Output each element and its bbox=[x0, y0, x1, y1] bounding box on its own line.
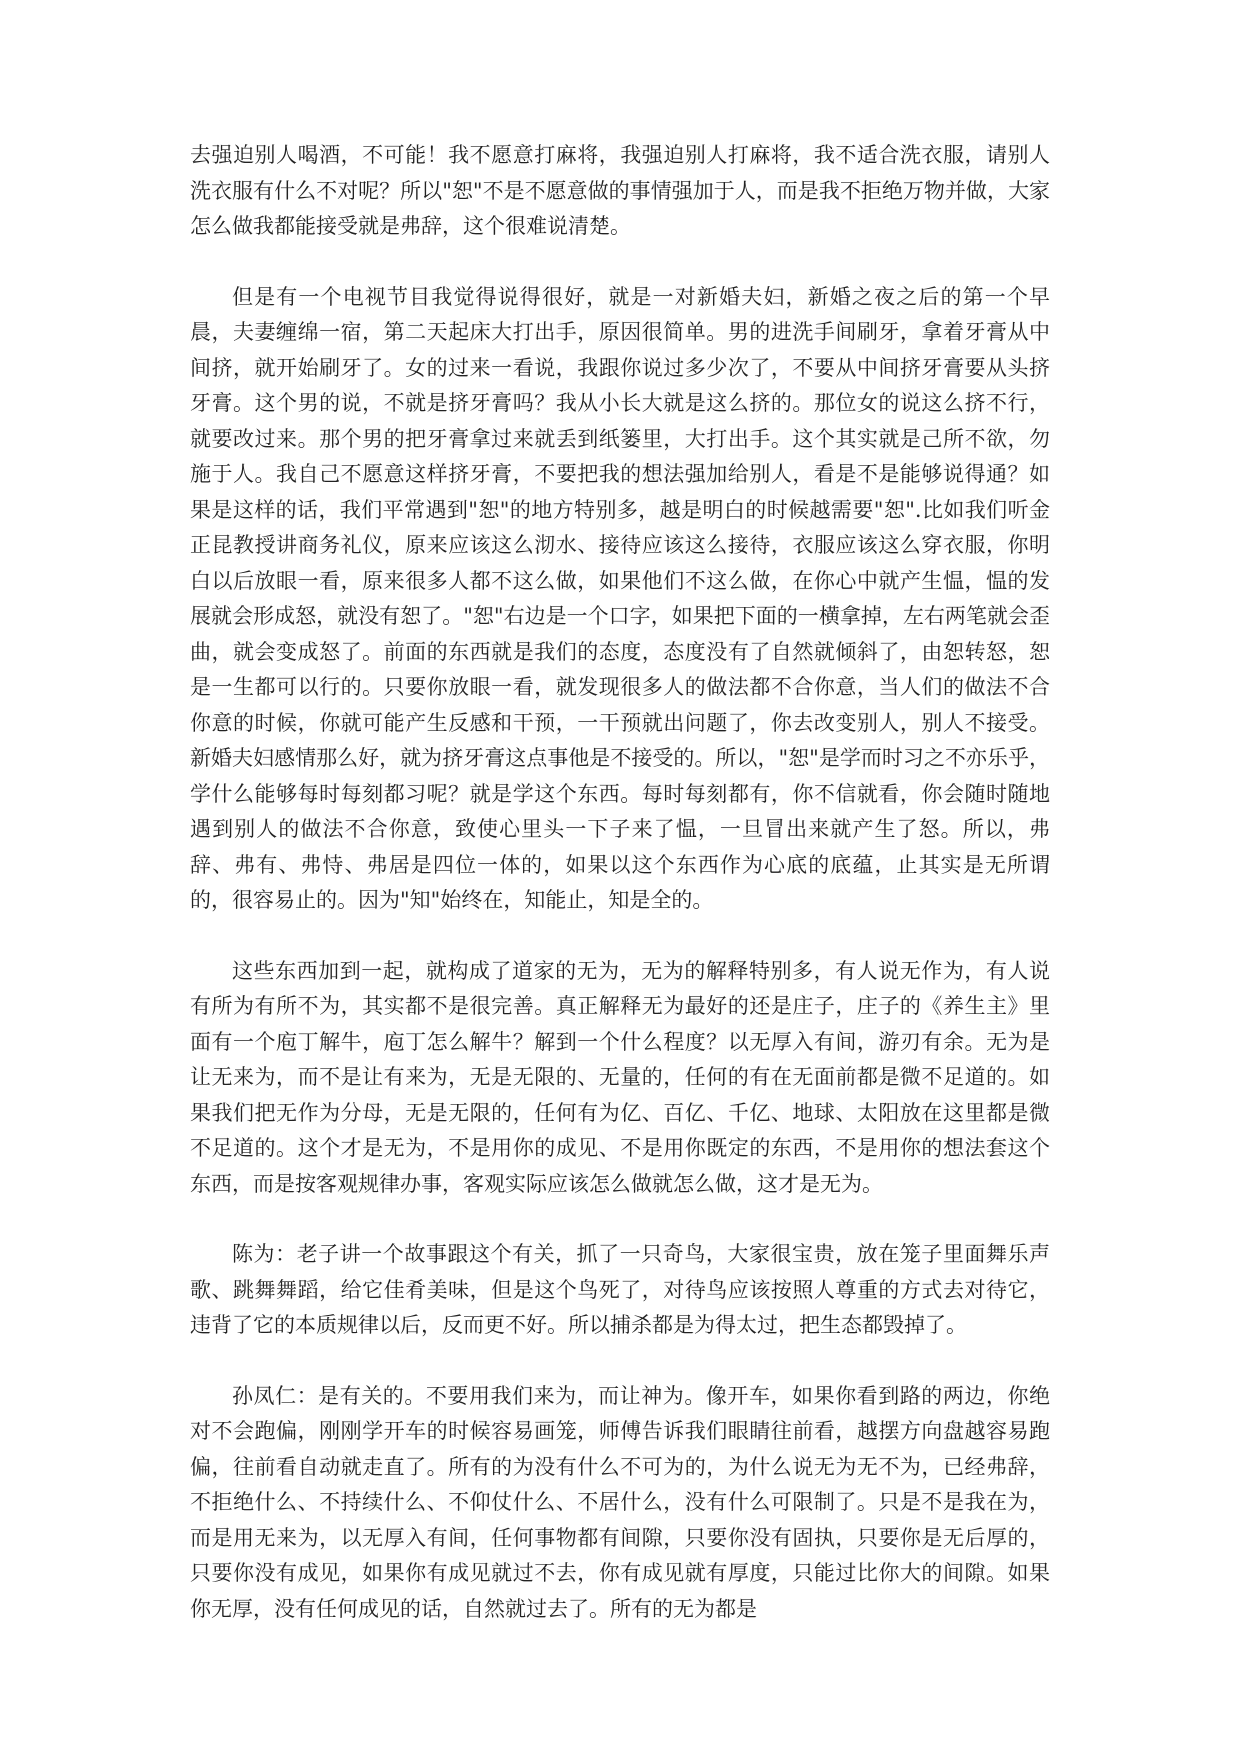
paragraph-4: 陈为：老子讲一个故事跟这个有关，抓了一只奇鸟，大家很宝贵，放在笼子里面舞乐声歌、跳舞舞蹈，给它佳肴美味，但是这个鸟死了，对待鸟应该按照人尊重的方式去对待它，违背了它的本质规律以后，反而更不好。所以捕杀都是为得太过，把生态都毁掉了。 bbox=[190, 1242, 1050, 1337]
paragraph-1: 去强迫别人喝酒，不可能！我不愿意打麻将，我强迫别人打麻将，我不适合洗衣服，请别人洗衣服有什么不对呢？所以"恕"不是不愿意做的事情强加于人，而是我不拒绝万物并做，大家怎么做我都能接受就是弗辞，这个很难说清楚。 bbox=[190, 143, 1050, 238]
paragraph-3: 这些东西加到一起，就构成了道家的无为，无为的解释特别多，有人说无作为，有人说有所为有所不为，其实都不是很完善。真正解释无为最好的还是庄子，庄子的《养生主》里面有一个庖丁解牛，庖丁怎么解牛？解到一个什么程度？以无厚入有间，游刃有余。无为是让无来为，而不是让有来为，无是无限的、无量的，任何的有在无面前都是微不足道的。如果我们把无作为分母，无是无限的，任何有为亿、百亿、千亿、地球、太阳放在这里都是微不足道的。这个才是无为，不是用你的成见、不是用你既定的东西，不是用你的想法套这个东西，而是按客观规律办事，客观实际应该怎么做就怎么做，这才是无为。 bbox=[190, 958, 1050, 1196]
document-page bbox=[190, 138, 1050, 1662]
paragraph-2: 但是有一个电视节目我觉得说得很好，就是一对新婚夫妇，新婚之夜之后的第一个早晨，夫妻缠绵一宿，第二天起床大打出手，原因很简单。男的进洗手间刷牙，拿着牙膏从中间挤，就开始刷牙了。女的过来一看说，我跟你说过多少次了，不要从中间挤牙膏要从头挤牙膏。这个男的说，不就是挤牙膏吗？我从小长大就是这么挤的。那位女的说这么挤不行，就要改过来。那个男的把牙膏拿过来就丢到纸篓里，大打出手。这个其实就是己所不欲，勿施于人。我自己不愿意这样挤牙膏，不要把我的想法强加给别人，看是不是能够说得通？如果是这样的话，我们平常遇到"恕"的地方特别多，越是明白的时候越需要"恕".比如我们听金正昆教授讲商务礼仪，原来应该这么沏水、接待应该这么接待，衣服应该这么穿衣服，你明白以后放眼一看，原来很多人都不这么做，如果他们不这么做，在你心中就产生愠，愠的发展就会形成怒，就没有恕了。"恕"右边是一个口字，如果把下面的一横拿掉，左右两笔就会歪曲，就会变成怒了。前面的东西就是我们的态度，态度没有了自然就倾斜了，由恕转怒，恕是一生都可以行的。只要你放眼一看，就发现很多人的做法都不合你意，当人们的做法不合你意的时候，你就可能产生反感和干预，一干预就出问题了，你去改变别人，别人不接受。新婚夫妇感情那么好，就为挤牙膏这点事他是不接受的。所以，"恕"是学而时习之不亦乐乎，学什么能够每时每刻都习呢？就是学这个东西。每时每刻都有，你不信就看，你会随时随地遇到别人的做法不合你意，致使心里头一下子来了愠，一旦冒出来就产生了怒。所以，弗辞、弗有、弗恃、弗居是四位一体的，如果以这个东西作为心底的底蕴，止其实是无所谓的，很容易止的。因为"知"始终在，知能止，知是全的。 bbox=[190, 284, 1050, 912]
paragraph-5: 孙凤仁：是有关的。不要用我们来为，而让神为。像开车，如果你看到路的两边，你绝对不会跑偏，刚刚学开车的时候容易画笼，师傅告诉我们眼睛往前看，越摆方向盘越容易跑偏，往前看自动就走直了。所有的为没有什么不可为的，为什么说无为无不为，已经弗辞，不拒绝什么、不持续什么、不仰仗什么、不居什么，没有什么可限制了。只是不是我在为，而是用无来为，以无厚入有间，任何事物都有间隙，只要你没有固执，只要你是无后厚的，只要你没有成见，如果你有成见就过不去，你有成见就有厚度，只能过比你大的间隙。如果你无厚，没有任何成见的话，自然就过去了。所有的无为都是 bbox=[190, 1383, 1050, 1621]
